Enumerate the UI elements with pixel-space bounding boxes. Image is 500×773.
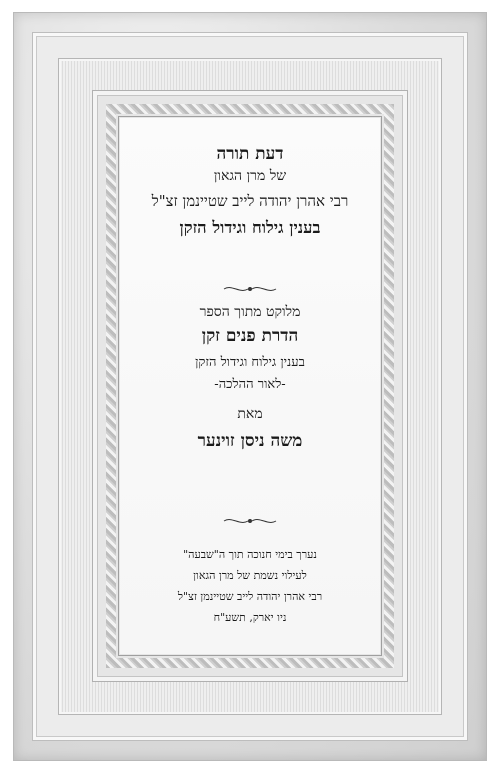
dedication-line-2: לעילוי נשמת של מרן הגאון (193, 569, 307, 582)
source-intro: מלוקט מתוך הספר (199, 304, 301, 320)
dedication-line-3: רבי אהרן יהודה לייב שטיינמן זצ"ל (177, 590, 323, 603)
rabbi-name: רבי אהרן יהודה לייב שטיינמן זצ"ל (151, 192, 349, 210)
title-subline: של מרן הגאון (213, 168, 287, 184)
title-page-content (120, 118, 380, 654)
source-halacha-note: -לאור ההלכה- (214, 377, 286, 392)
author-name: משה ניסן זוינער (197, 431, 303, 451)
scroll-flourish-icon (220, 284, 280, 294)
book-subject: בענין גילוח וגידול הזקן (179, 218, 321, 237)
source-subject: בענין גילוח וגידול הזקן (195, 355, 305, 370)
source-book-title: הדרת פנים זקן (201, 326, 299, 346)
scroll-flourish-icon (220, 516, 280, 526)
book-title: דעת תורה (216, 144, 284, 164)
dedication-line-1: נערך בימי חנוכה תוך ה"שבעה" (183, 548, 317, 561)
publication-place-date: ניו יארק, תשע"ח (213, 611, 287, 624)
author-by-label: מאת (237, 406, 263, 422)
